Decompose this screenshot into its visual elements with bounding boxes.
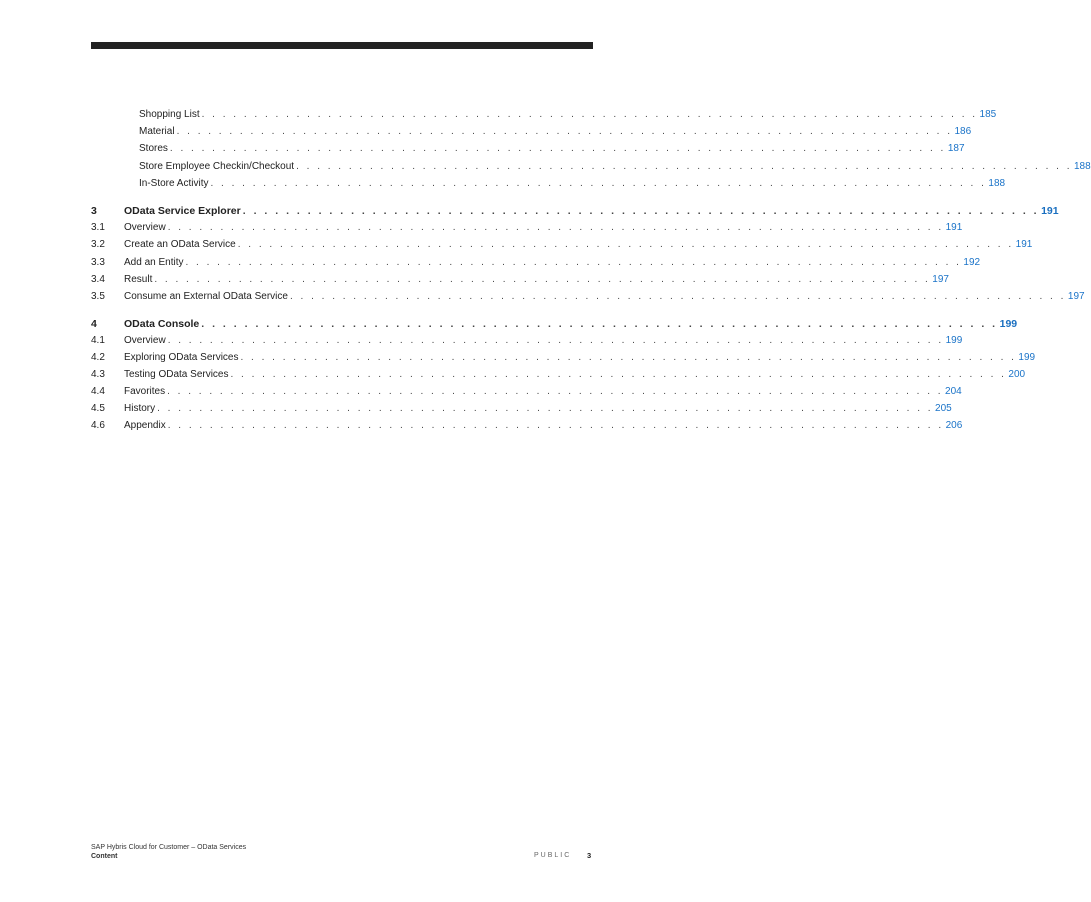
toc-section[interactable] (91, 289, 1085, 305)
section-number: 3.3 (91, 257, 105, 268)
toc-entry[interactable] (91, 141, 965, 157)
dot-leader: . . . . . . . . . . . . . . . . . . . . . . . . . . . . . . . . . . . . . . . . . . . . . . . . . . . . . . . . . . . . . . . . . . . . . . . . . . (185, 257, 962, 268)
dot-leader: . . . . . . . . . . . . . . . . . . . . . . . . . . . . . . . . . . . . . . . . . . . . . . . . . . . . . . . . . . . . . . . . . . . . . . . . . . (176, 126, 953, 137)
toc-section[interactable] (91, 237, 1033, 253)
footer-section: Content (91, 853, 118, 860)
section-page[interactable]: 197 (1067, 291, 1085, 302)
toc-section[interactable] (91, 401, 952, 417)
dot-leader: . . . . . . . . . . . . . . . . . . . . . . . . . . . . . . . . . . . . . . . . . . . . . . . . . . . . . . . . . . . . . . . . . . . . . . . . . . (167, 386, 944, 397)
section-title: History (124, 403, 156, 414)
dot-leader: . . . . . . . . . . . . . . . . . . . . . . . . . . . . . . . . . . . . . . . . . . . . . . . . . . . . . . . . . . . . . . . . . . . . . . . . . . (167, 335, 944, 346)
section-title: Testing OData Services (124, 369, 229, 380)
toc-entry-page[interactable]: 186 (954, 126, 972, 137)
dot-leader: . . . . . . . . . . . . . . . . . . . . . . . . . . . . . . . . . . . . . . . . . . . . . . . . . . . . . . . . . . . . . . . . . . . . . . . . . . (167, 420, 944, 431)
section-number: 3.1 (91, 222, 105, 233)
toc-chapter[interactable] (91, 316, 1018, 332)
toc-entry-title: Stores (139, 143, 168, 154)
toc-section[interactable] (91, 367, 1026, 383)
section-title: Result (124, 274, 153, 285)
toc-section[interactable] (91, 350, 1036, 366)
chapter-title: OData Console (124, 318, 200, 330)
toc-entry-title: Store Employee Checkin/Checkout (139, 161, 295, 172)
section-title: Add an Entity (124, 257, 184, 268)
section-title: Exploring OData Services (124, 352, 239, 363)
chapter-title: OData Service Explorer (124, 205, 241, 217)
footer-classification: PUBLIC (534, 852, 572, 859)
section-number: 4.4 (91, 386, 105, 397)
toc-section[interactable] (91, 418, 963, 434)
section-page[interactable]: 192 (963, 257, 981, 268)
chapter-page[interactable]: 199 (999, 318, 1018, 330)
toc-entry[interactable] (91, 124, 972, 140)
section-number: 4.3 (91, 369, 105, 380)
toc-chapter[interactable] (91, 203, 1059, 219)
dot-leader: . . . . . . . . . . . . . . . . . . . . . . . . . . . . . . . . . . . . . . . . . . . . . . . . . . . . . . . . . . . . . . . . . . . . . . . . . . (167, 222, 944, 233)
dot-leader: . . . . . . . . . . . . . . . . . . . . . . . . . . . . . . . . . . . . . . . . . . . . . . . . . . . . . . . . . . . . . . . . . . . . . . . . . . (237, 239, 1014, 250)
dot-leader: . . . . . . . . . . . . . . . . . . . . . . . . . . . . . . . . . . . . . . . . . . . . . . . . . . . . . . . . . . . . . . . . . . . . . . . . . . (240, 352, 1017, 363)
chapter-number: 4 (91, 318, 97, 330)
dot-leader: . . . . . . . . . . . . . . . . . . . . . . . . . . . . . . . . . . . . . . . . . . . . . . . . . . . . . . . . . . . . . . . . . . . . . . . . . . (289, 291, 1066, 302)
section-number: 3.5 (91, 291, 105, 302)
header-bar (91, 42, 593, 49)
section-number: 4.5 (91, 403, 105, 414)
footer-page-number: 3 (587, 851, 592, 860)
section-number: 4.1 (91, 335, 105, 346)
toc-section[interactable] (91, 255, 981, 271)
toc-entry-page[interactable]: 185 (979, 109, 997, 120)
dot-leader: . . . . . . . . . . . . . . . . . . . . . . . . . . . . . . . . . . . . . . . . . . . . . . . . . . . . . . . . . . . . . . . . . . . . . . . . . . (201, 318, 998, 330)
toc-entry-title: In-Store Activity (139, 178, 209, 189)
dot-leader: . . . . . . . . . . . . . . . . . . . . . . . . . . . . . . . . . . . . . . . . . . . . . . . . . . . . . . . . . . . . . . . . . . . . . . . . . . (154, 274, 931, 285)
toc-section[interactable] (91, 272, 949, 288)
chapter-page[interactable]: 191 (1041, 205, 1059, 217)
section-page[interactable]: 199 (1018, 352, 1036, 363)
section-number: 4.6 (91, 420, 105, 431)
section-title: Appendix (124, 420, 166, 431)
dot-leader: . . . . . . . . . . . . . . . . . . . . . . . . . . . . . . . . . . . . . . . . . . . . . . . . . . . . . . . . . . . . . . . . . . . . . . . . . . (296, 161, 1072, 172)
section-title: Consume an External OData Service (124, 291, 288, 302)
section-number: 3.4 (91, 274, 105, 285)
section-page[interactable]: 206 (945, 420, 963, 431)
toc-entry[interactable] (91, 159, 1091, 175)
section-page[interactable]: 200 (1008, 369, 1026, 380)
footer-doc-title: SAP Hybris Cloud for Customer – OData Services (91, 844, 247, 851)
section-number: 4.2 (91, 352, 105, 363)
toc-section[interactable] (91, 384, 962, 400)
footer-document-info (91, 843, 246, 861)
toc-entry-title: Shopping List (139, 109, 200, 120)
dot-leader: . . . . . . . . . . . . . . . . . . . . . . . . . . . . . . . . . . . . . . . . . . . . . . . . . . . . . . . . . . . . . . . . . . . . . . . . . . (201, 109, 978, 120)
dot-leader: . . . . . . . . . . . . . . . . . . . . . . . . . . . . . . . . . . . . . . . . . . . . . . . . . . . . . . . . . . . . . . . . . . . . . . . . . . (169, 143, 946, 154)
dot-leader: . . . . . . . . . . . . . . . . . . . . . . . . . . . . . . . . . . . . . . . . . . . . . . . . . . . . . . . . . . . . . . . . . . . . . . . . . . (210, 178, 987, 189)
section-number: 3.2 (91, 239, 105, 250)
toc-section[interactable] (91, 333, 963, 349)
section-page[interactable]: 191 (945, 222, 963, 233)
toc-entry[interactable] (91, 107, 997, 123)
toc-entry-page[interactable]: 188 (1074, 161, 1091, 172)
section-title: Create an OData Service (124, 239, 236, 250)
chapter-number: 3 (91, 205, 97, 217)
section-page[interactable]: 205 (935, 403, 952, 414)
toc-entry[interactable] (91, 176, 1006, 192)
dot-leader: . . . . . . . . . . . . . . . . . . . . . . . . . . . . . . . . . . . . . . . . . . . . . . . . . . . . . . . . . . . . . . . . . . . . . . . . . . (242, 205, 1040, 217)
section-title: Favorites (124, 386, 166, 397)
section-title: Overview (124, 222, 166, 233)
section-page[interactable]: 204 (945, 386, 962, 397)
toc-entry-title: Material (139, 126, 175, 137)
toc-entry-page[interactable]: 188 (988, 178, 1006, 189)
toc-section[interactable] (91, 220, 963, 236)
section-page[interactable]: 197 (932, 274, 949, 285)
dot-leader: . . . . . . . . . . . . . . . . . . . . . . . . . . . . . . . . . . . . . . . . . . . . . . . . . . . . . . . . . . . . . . . . . . . . . . . . . . (157, 403, 934, 414)
section-page[interactable]: 191 (1015, 239, 1033, 250)
section-page[interactable]: 199 (945, 335, 963, 346)
section-title: Overview (124, 335, 166, 346)
dot-leader: . . . . . . . . . . . . . . . . . . . . . . . . . . . . . . . . . . . . . . . . . . . . . . . . . . . . . . . . . . . . . . . . . . . . . . . . . . (230, 369, 1007, 380)
toc-entry-page[interactable]: 187 (947, 143, 965, 154)
